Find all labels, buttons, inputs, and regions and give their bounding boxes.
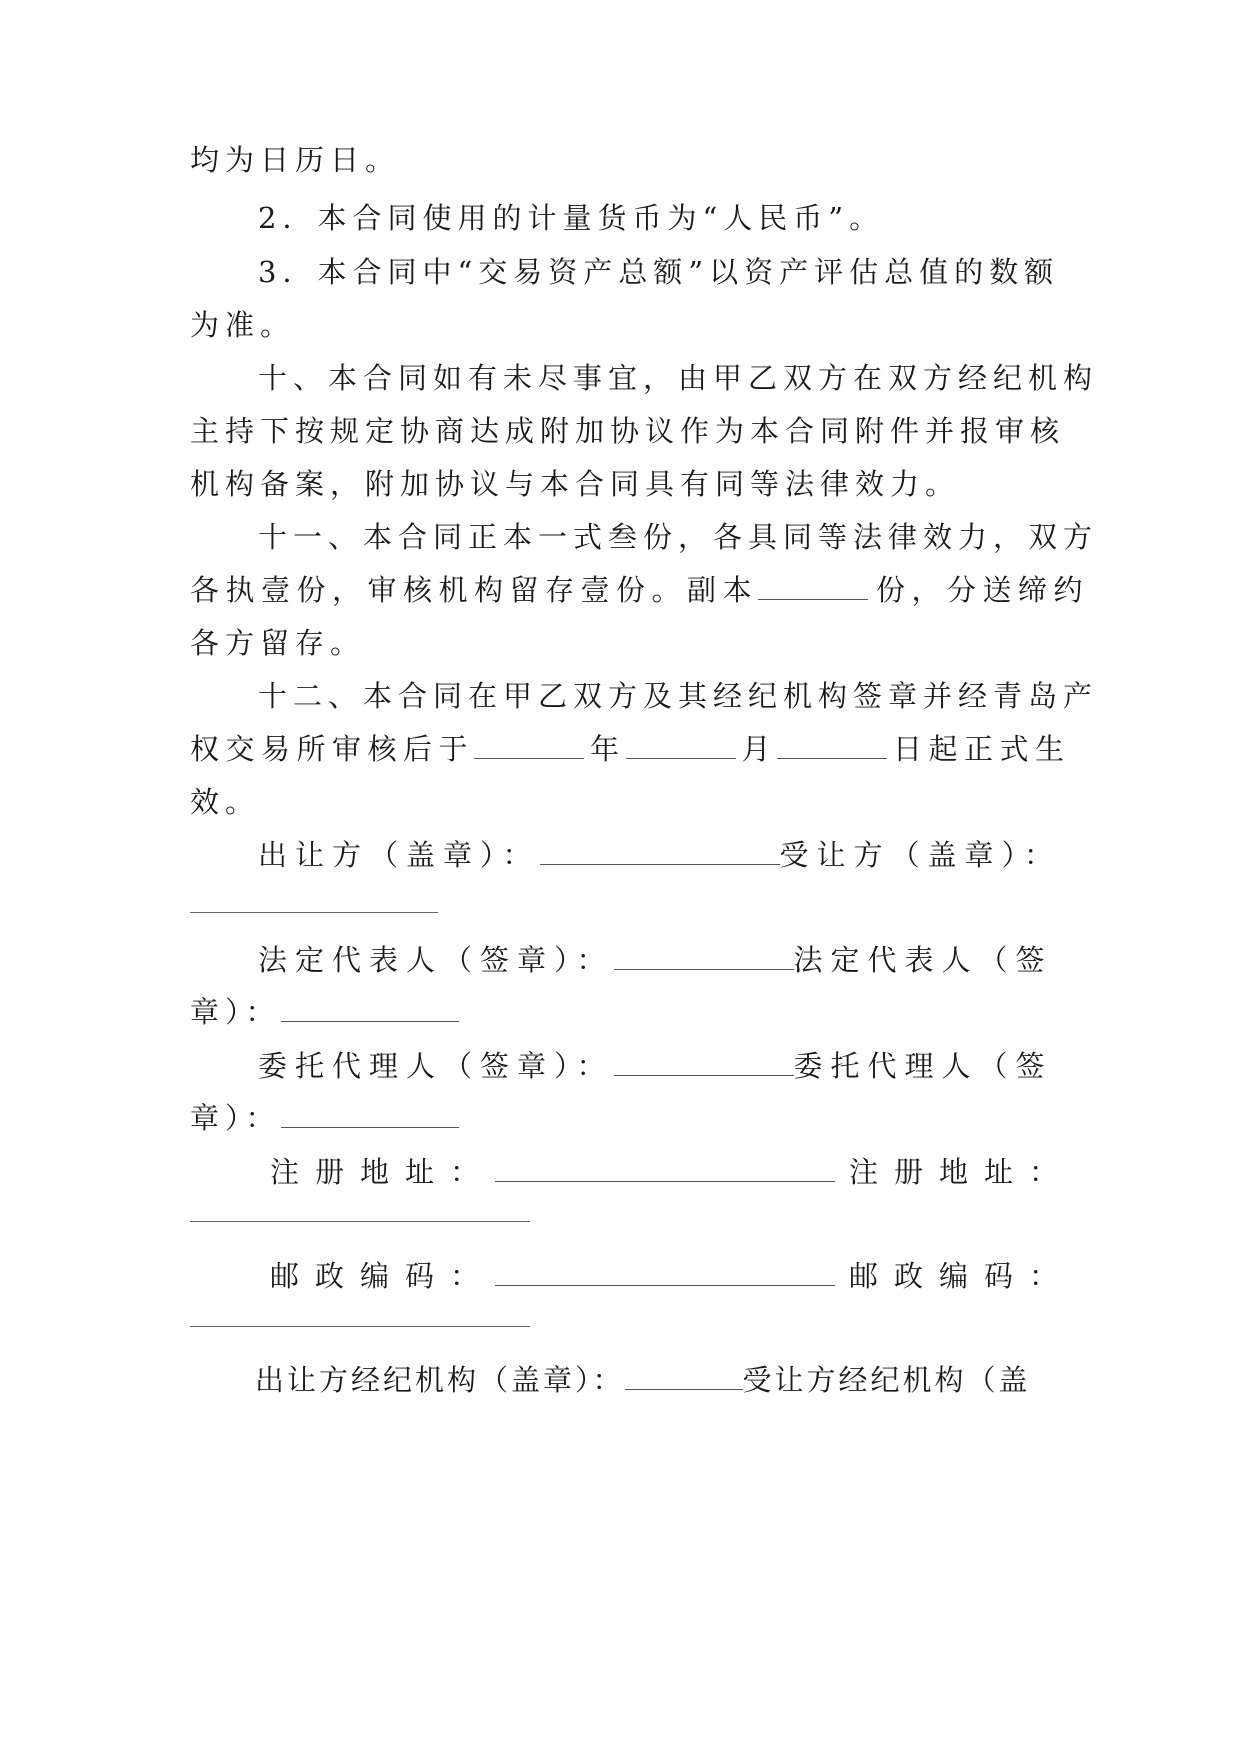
postcode-blank-2[interactable] <box>190 1326 530 1327</box>
transferee-seal-blank[interactable] <box>190 912 438 913</box>
text-line: 均为日历日。 <box>190 143 401 177</box>
agent-label-1: 委托代理人（签章）： <box>258 1049 614 1083</box>
legal-rep-line <box>258 940 1118 980</box>
text-line: 为准。 <box>190 308 296 342</box>
text-line: 效。 <box>190 785 261 819</box>
text-fragment: 年 <box>590 732 626 766</box>
text-line: 主持下按规定协商达成附加协议作为本合同附件并报审核 <box>190 414 1066 448</box>
text-line <box>190 570 1090 610</box>
text-fragment: 月 <box>741 732 778 766</box>
month-blank[interactable] <box>626 732 736 759</box>
broker-blank-1[interactable] <box>625 1363 743 1390</box>
legal-rep-blank-2[interactable] <box>281 995 459 1022</box>
broker-label-1: 出让方经纪机构（盖章）： <box>255 1363 625 1397</box>
address-line <box>270 1152 1130 1192</box>
text-line: 3．本合同中“交易资产总额”以资产评估总值的数额 <box>258 255 1060 289</box>
legal-rep-label-2-cont: 章）： <box>190 995 281 1029</box>
day-blank[interactable] <box>777 732 887 759</box>
transferor-seal-blank[interactable] <box>540 838 780 865</box>
address-blank-1[interactable] <box>495 1155 835 1182</box>
postcode-line <box>270 1256 1130 1296</box>
text-line: 各方留存。 <box>190 626 366 660</box>
text-line: 十二、本合同在甲乙双方及其经纪机构签章并经青岛产 <box>258 679 1099 713</box>
postcode-blank-1[interactable] <box>495 1259 835 1286</box>
postcode-label-2: 邮政编码： <box>849 1259 1075 1293</box>
text-line: 2．本合同使用的计量货币为“人民币”。 <box>258 201 885 235</box>
text-line: 十一、本合同正本一式叁份，各具同等法律效力，双方 <box>258 520 1099 554</box>
address-blank-2[interactable] <box>190 1221 530 1222</box>
address-label-2: 注册地址： <box>849 1155 1075 1189</box>
agent-blank-2[interactable] <box>281 1101 459 1128</box>
address-label-1: 注册地址： <box>270 1155 496 1189</box>
transferor-seal-label: 出让方（盖章）： <box>258 838 540 872</box>
year-blank[interactable] <box>474 732 584 759</box>
text-line: 十、本合同如有未尽事宜，由甲乙双方在双方经纪机构 <box>258 361 1099 395</box>
text-line <box>190 729 1071 769</box>
text-fragment: 权交易所审核后于 <box>190 732 475 766</box>
broker-label-2: 受让方经纪机构（盖 <box>742 1363 1031 1397</box>
legal-rep-label-1: 法定代表人（签章）： <box>258 943 614 977</box>
postcode-label-1: 邮政编码： <box>270 1259 496 1293</box>
text-fragment: 份，分送缔约 <box>876 573 1090 607</box>
agent-blank-1[interactable] <box>614 1049 794 1076</box>
agent-line <box>258 1046 1118 1086</box>
agent-label-2-cont: 章）： <box>190 1101 281 1135</box>
transferee-seal-label: 受让方（盖章）： <box>779 838 1062 872</box>
copies-blank[interactable] <box>758 573 868 600</box>
broker-line <box>255 1360 1115 1400</box>
text-line: 机构备案，附加协议与本合同具有同等法律效力。 <box>190 467 961 501</box>
legal-rep-label-2: 法定代表人（签 <box>793 943 1053 977</box>
legal-rep-blank-1[interactable] <box>614 943 794 970</box>
agent-line-2 <box>190 1098 1050 1138</box>
text-fragment: 日起正式生 <box>893 732 1071 766</box>
transferor-seal-line <box>258 835 1118 875</box>
text-fragment: 各执壹份，审核机构留存壹份。副本 <box>190 573 759 607</box>
legal-rep-line-2 <box>190 992 1050 1032</box>
agent-label-2: 委托代理人（签 <box>793 1049 1053 1083</box>
